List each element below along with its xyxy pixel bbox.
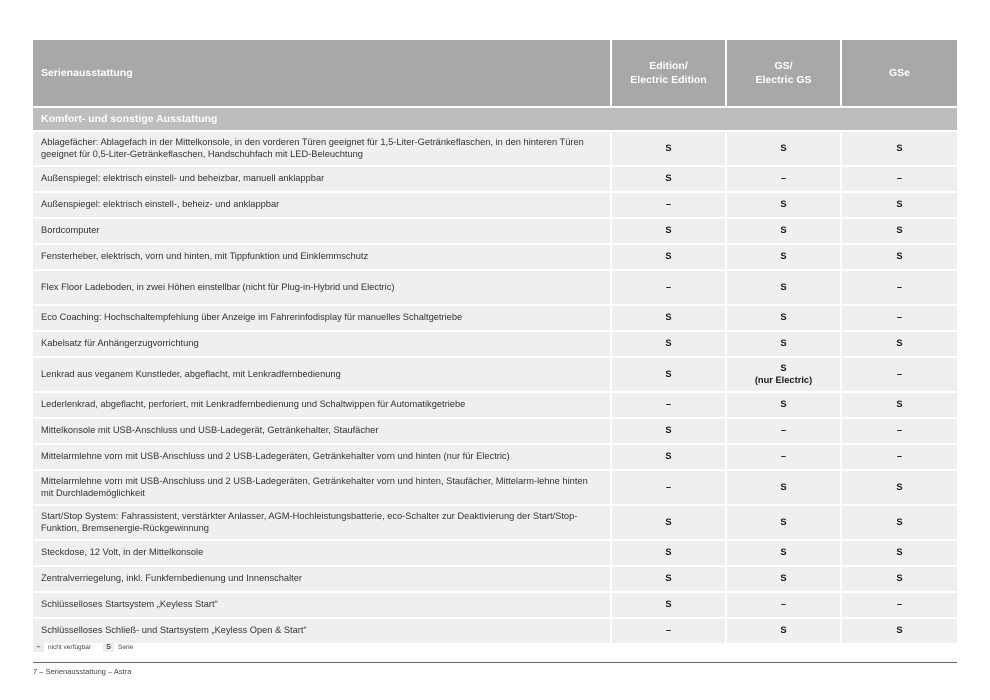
feature-description: Außenspiegel: elektrisch einstell- und beheizbar, manuell anklappbar [33,167,610,193]
edition-value: – [610,271,725,306]
legend-s-mark: S [103,643,114,652]
gse-value: S [840,193,957,219]
gse-value: – [840,445,957,471]
gs-value: S [780,363,787,373]
gs-value-cell [725,219,840,245]
table-body [33,108,957,645]
gs-value-cell [725,358,840,393]
table-row [33,245,957,271]
gse-value: – [840,593,957,619]
feature-description: Fensterheber, elektrisch, vorn und hinten, mit Tippfunktion und Einklemmschutz [33,245,610,271]
table-row [33,132,957,167]
table-row [33,419,957,445]
gse-value: S [840,541,957,567]
edition-value: – [610,619,725,645]
legend [33,643,145,652]
gs-value-cell [725,471,840,506]
section-title: Komfort- und sonstige Ausstattung [33,108,957,132]
edition-value: S [610,593,725,619]
feature-description: Schlüsselloses Startsystem „Keyless Start“ [33,593,610,619]
gs-value: S [780,312,787,323]
table-row [33,393,957,419]
gs-value: S [780,281,787,292]
feature-description: Ablagefächer: Ablagefach in der Mittelkonsole, in den vorderen Türen geeignet für 1,5-Liter-Getränkeflaschen, in den hinteren Türen geeignet für 0,5-Liter-Getränkeflaschen, Handschuhfach mit LED-Beleuchtung [33,132,610,167]
gs-value-cell [725,332,840,358]
header-edition-line-1: Edition/ [649,60,688,72]
gse-value: – [840,306,957,332]
table-row [33,471,957,506]
gs-value: S [780,481,787,492]
feature-description: Lenkrad aus veganem Kunstleder, abgeflacht, mit Lenkradfernbedienung [33,358,610,393]
gs-value: – [780,425,787,436]
gs-value: S [780,251,787,262]
gs-value-cell [725,167,840,193]
edition-value: – [610,193,725,219]
table-row [33,541,957,567]
gs-value-cell [725,567,840,593]
feature-description: Bordcomputer [33,219,610,245]
table-row [33,167,957,193]
gs-value: – [780,599,787,610]
gs-value: S [780,573,787,584]
gs-value-cell [725,506,840,541]
feature-description: Eco Coaching: Hochschaltempfehlung über Anzeige im Fahrerinfodisplay für manuelles Schaltgetriebe [33,306,610,332]
edition-value: S [610,245,725,271]
gse-value: S [840,393,957,419]
gse-value: – [840,358,957,393]
table-row [33,332,957,358]
gse-value: S [840,471,957,506]
table-row [33,306,957,332]
feature-description: Start/Stop System: Fahrassistent, verstärkter Anlasser, AGM-Hochleistungsbatterie, eco-Schalter zur Deaktivierung der Start/Stop-Funktion, Bremsenergie-Rückgewinnung [33,506,610,541]
footer-divider [33,662,957,663]
edition-value: S [610,567,725,593]
gs-value-note: (nur Electric) [754,374,813,385]
gs-value-cell [725,393,840,419]
gs-value-cell [725,541,840,567]
feature-description: Außenspiegel: elektrisch einstell-, beheiz- und anklappbar [33,193,610,219]
section-row [33,108,957,132]
edition-value: S [610,332,725,358]
table-row [33,358,957,393]
header-edition-line-2: Electric Edition [630,74,707,86]
table-header [33,40,957,108]
gse-value: S [840,132,957,167]
page-footer: 7 – Serienausstattung – Astra [33,667,132,676]
gs-value-cell [725,593,840,619]
header-gs-line-2: Electric GS [755,74,812,86]
gse-value: – [840,167,957,193]
equipment-table [33,40,957,645]
edition-value: – [610,393,725,419]
gs-value: S [780,225,787,236]
edition-value: S [610,306,725,332]
edition-value: S [610,358,725,393]
gs-value-cell [725,193,840,219]
header-edition [610,40,725,108]
feature-description: Zentralverriegelung, inkl. Funkfernbedienung und Innenschalter [33,567,610,593]
edition-value: S [610,445,725,471]
legend-s-text: Serie [118,644,134,651]
feature-description: Lederlenkrad, abgeflacht, perforiert, mit Lenkradfernbedienung und Schaltwippen für Automatikgetriebe [33,393,610,419]
feature-description: Kabelsatz für Anhängerzugvorrichtung [33,332,610,358]
table-row [33,506,957,541]
gs-value: S [780,625,787,636]
edition-value: – [610,471,725,506]
gs-value: S [780,338,787,349]
header-gs [725,40,840,108]
gse-value: S [840,567,957,593]
gse-value: S [840,245,957,271]
header-description: Serienausstattung [33,40,610,108]
gs-value: S [780,516,787,527]
gse-value: – [840,271,957,306]
feature-description: Flex Floor Ladeboden, in zwei Höhen einstellbar (nicht für Plug-in-Hybrid und Electric) [33,271,610,306]
table-row [33,593,957,619]
gse-value: S [840,506,957,541]
equipment-page [33,40,957,645]
edition-value: S [610,167,725,193]
gse-value: – [840,419,957,445]
gse-value: S [840,219,957,245]
edition-value: S [610,132,725,167]
gs-value-cell [725,271,840,306]
edition-value: S [610,219,725,245]
edition-value: S [610,506,725,541]
table-row [33,567,957,593]
gs-value-cell [725,419,840,445]
gs-value: S [780,142,787,153]
header-gs-line-1: GS/ [774,60,793,72]
gse-value: S [840,332,957,358]
table-row [33,271,957,306]
feature-description: Schlüsselloses Schließ- und Startsystem „Keyless Open & Start“ [33,619,610,645]
gs-value: – [780,173,787,184]
legend-dash-mark: – [33,643,44,652]
table-row [33,445,957,471]
edition-value: S [610,541,725,567]
table-row [33,219,957,245]
gs-value-cell [725,445,840,471]
gs-value-cell [725,619,840,645]
table-row [33,193,957,219]
legend-dash-text: nicht verfügbar [48,644,91,651]
feature-description: Steckdose, 12 Volt, in der Mittelkonsole [33,541,610,567]
gs-value-cell [725,132,840,167]
table-row [33,619,957,645]
gse-value: S [840,619,957,645]
edition-value: S [610,419,725,445]
feature-description: Mittelarmlehne vorn mit USB-Anschluss und 2 USB-Ladegeräten, Getränkehalter vorn und hinten, Staufächer, Mittelarm-lehne hinten mit Durchlademöglichkeit [33,471,610,506]
feature-description: Mittelkonsole mit USB-Anschluss und USB-Ladegerät, Getränkehalter, Staufächer [33,419,610,445]
feature-description: Mittelarmlehne vorn mit USB-Anschluss und 2 USB-Ladegeräten, Getränkehalter vorn und hinten (nur für Electric) [33,445,610,471]
gs-value: – [780,451,787,462]
gs-value-cell [725,306,840,332]
gs-value: S [780,399,787,410]
gs-value-cell [725,245,840,271]
header-gse: GSe [840,40,957,108]
gs-value: S [780,547,787,558]
gs-value: S [780,199,787,210]
